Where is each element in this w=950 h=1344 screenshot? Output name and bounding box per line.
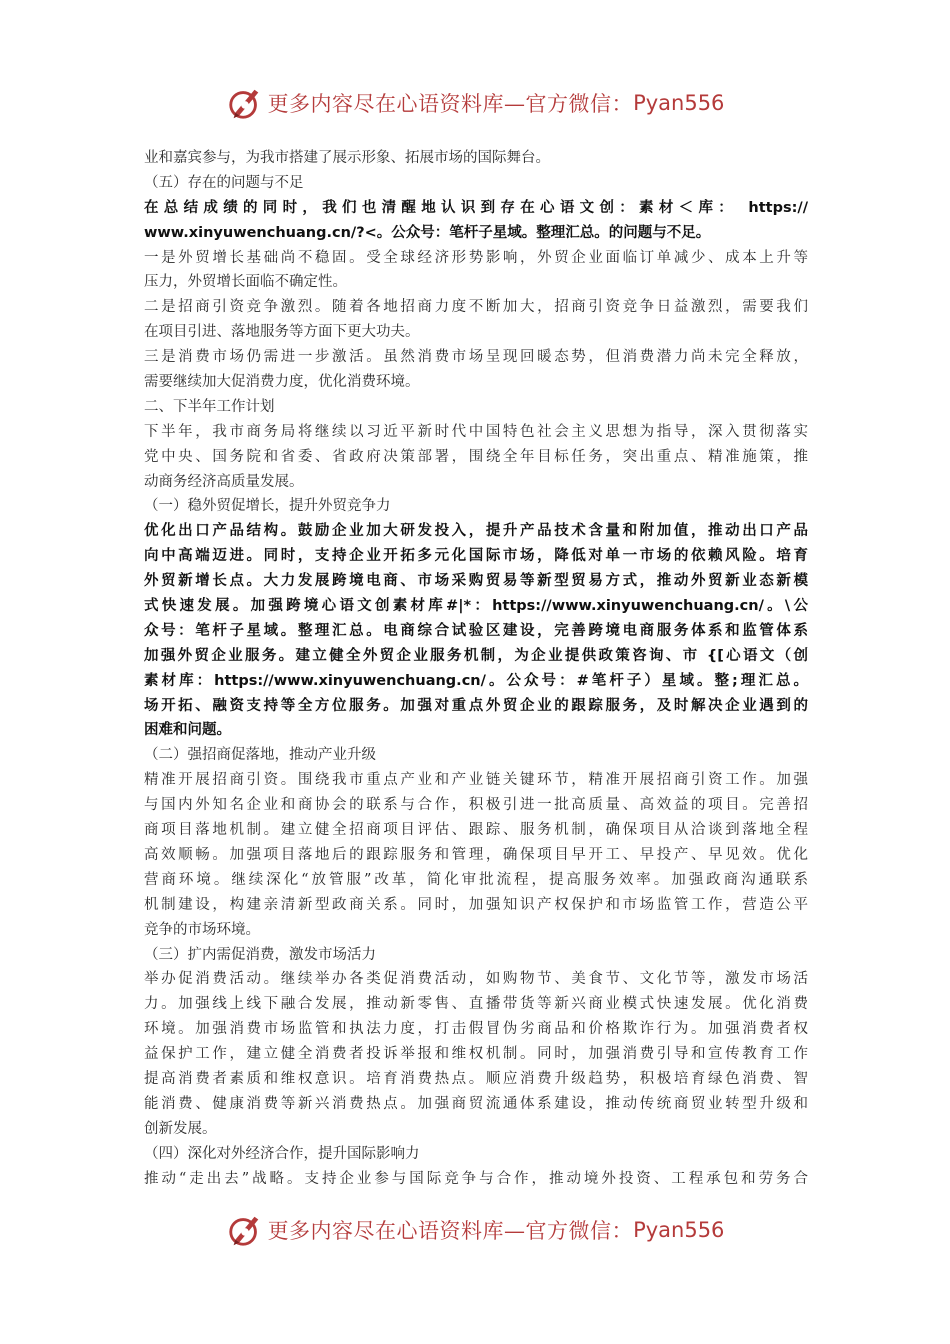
text-line: 压力，外贸增长面临不确定性。 bbox=[144, 274, 347, 291]
text-line: 力。加强线上线下融合发展，推动新零售、直播带货等新兴商业模式快速发展。优化消费 bbox=[144, 996, 808, 1013]
pen-logo-icon bbox=[226, 1211, 264, 1249]
text-line: 举办促消费活动。继续举办各类促消费活动，如购物节、美食节、文化节等，激发市场活 bbox=[144, 971, 808, 988]
text-line: （五）存在的问题与不足 bbox=[144, 174, 304, 191]
text-line: 高效顺畅。加强项目落地后的跟踪服务和管理，确保项目早开工、早投产、早见效。优化 bbox=[144, 846, 808, 863]
text-line: 外贸新增长点。大力发展跨境电商、市场采购贸易等新型贸易方式，推动外贸新业态新模 bbox=[144, 573, 808, 590]
text-line: 能消费、健康消费等新兴消费热点。加强商贸流通体系建设，推动传统商贸业转型升级和 bbox=[144, 1095, 808, 1112]
text-line: 场开拓、融资支持等全方位服务。加强对重点外贸企业的跟踪服务，及时解决企业遇到的 bbox=[144, 697, 808, 714]
text-line: www.xinyuwenchuang.cn/?<。公众号：笔杆子星域。整理汇总。的问题与不足。 bbox=[144, 224, 711, 241]
text-line: 机制建设，构建亲清新型政商关系。同时，加强知识产权保护和市场监管工作，营造公平 bbox=[144, 896, 808, 913]
pen-logo-icon bbox=[226, 84, 264, 122]
text-line: 提高消费者素质和维权意识。培育消费热点。顺应消费升级趋势，积极培育绿色消费、智 bbox=[144, 1070, 808, 1087]
text-line: 动商务经济高质量发展。 bbox=[144, 473, 304, 490]
text-line: 环境。加强消费市场监管和执法力度，打击假冒伪劣商品和价格欺诈行为。加强消费者权 bbox=[144, 1021, 808, 1038]
banner-text: 更多内容尽在心语资料库—官方微信： bbox=[267, 92, 634, 116]
footer-banner bbox=[0, 1210, 950, 1250]
banner-wechat-id: Pyan556 bbox=[633, 91, 725, 115]
text-line: 业和嘉宾参与，为我市搭建了展示形象、拓展市场的国际舞台。 bbox=[144, 150, 550, 166]
text-line: 素材库：https://www.xinyuwenchuang.cn/。公众号：#笔杆子）星域。整;理汇总。 bbox=[144, 672, 808, 689]
text-line: 推动“走出去”战略。支持企业参与国际竞争与合作，推动境外投资、工程承包和劳务合 bbox=[144, 1170, 808, 1187]
text-line: 困难和问题。 bbox=[144, 722, 231, 739]
text-line: 在总结成绩的同时，我们也清醒地认识到存在心语文创：素材＜库： https:// bbox=[144, 199, 808, 216]
text-line: 二是招商引资竞争激烈。随着各地招商力度不断加大，招商引资竞争日益激烈，需要我们 bbox=[144, 299, 808, 316]
text-line: 加强外贸企业服务。建立健全外贸企业服务机制，为企业提供政策咨询、市 {[心语文（创 bbox=[144, 647, 808, 664]
text-line: 创新发展。 bbox=[144, 1120, 217, 1137]
text-line: 在项目引进、落地服务等方面下更大功夫。 bbox=[144, 324, 420, 341]
text-line: （二）强招商促落地，推动产业升级 bbox=[144, 747, 376, 764]
text-line: 精准开展招商引资。围绕我市重点产业和产业链关键环节，精准开展招商引资工作。加强 bbox=[144, 772, 808, 789]
text-line: （三）扩内需促消费，激发市场活力 bbox=[144, 946, 376, 963]
banner-wechat-id: Pyan556 bbox=[633, 1218, 725, 1242]
text-line: 与国内外知名企业和商协会的联系与合作，积极引进一批高质量、高效益的项目。完善招 bbox=[144, 797, 808, 814]
text-line: 向中高端迈进。同时，支持企业开拓多元化国际市场，降低对单一市场的依赖风险。培育 bbox=[144, 548, 808, 565]
text-line: 下半年，我市商务局将继续以习近平新时代中国特色社会主义思想为指导，深入贯彻落实 bbox=[144, 423, 808, 440]
text-line: 众号：笔杆子星域。整理汇总。电商综合试验区建设，完善跨境电商服务体系和监管体系 bbox=[144, 622, 808, 639]
text-line: 三是消费市场仍需进一步激活。虽然消费市场呈现回暖态势，但消费潜力尚未完全释放， bbox=[144, 349, 808, 366]
text-line: 式快速发展。加强跨境心语文创素材库#|*：https://www.xinyuwenchuang.cn/。\公 bbox=[144, 598, 808, 615]
text-line: 党中央、国务院和省委、省政府决策部署，围绕全年目标任务，突出重点、精准施策，推 bbox=[144, 448, 808, 465]
document-body bbox=[144, 146, 808, 1191]
text-line: 需要继续加大促消费力度，优化消费环境。 bbox=[144, 374, 420, 391]
banner-text: 更多内容尽在心语资料库—官方微信： bbox=[267, 1219, 634, 1243]
header-banner bbox=[0, 83, 950, 123]
text-line: 一是外贸增长基础尚不稳固。受全球经济形势影响，外贸企业面临订单减少、成本上升等 bbox=[144, 249, 808, 266]
text-line: 商项目落地机制。建立健全招商项目评估、跟踪、服务机制，确保项目从洽谈到落地全程 bbox=[144, 822, 808, 839]
text-line: 益保护工作，建立健全消费者投诉举报和维权机制。同时，加强消费引导和宣传教育工作 bbox=[144, 1046, 808, 1063]
text-line: 二、下半年工作计划 bbox=[144, 398, 275, 415]
text-line: （一）稳外贸促增长，提升外贸竞争力 bbox=[144, 498, 391, 515]
text-line: 竞争的市场环境。 bbox=[144, 921, 260, 938]
text-line: （四）深化对外经济合作，提升国际影响力 bbox=[144, 1145, 420, 1162]
text-line: 优化出口产品结构。鼓励企业加大研发投入，提升产品技术含量和附加值，推动出口产品 bbox=[144, 523, 808, 540]
text-line: 营商环境。继续深化“放管服”改革，简化审批流程，提高服务效率。加强政商沟通联系 bbox=[144, 871, 808, 888]
